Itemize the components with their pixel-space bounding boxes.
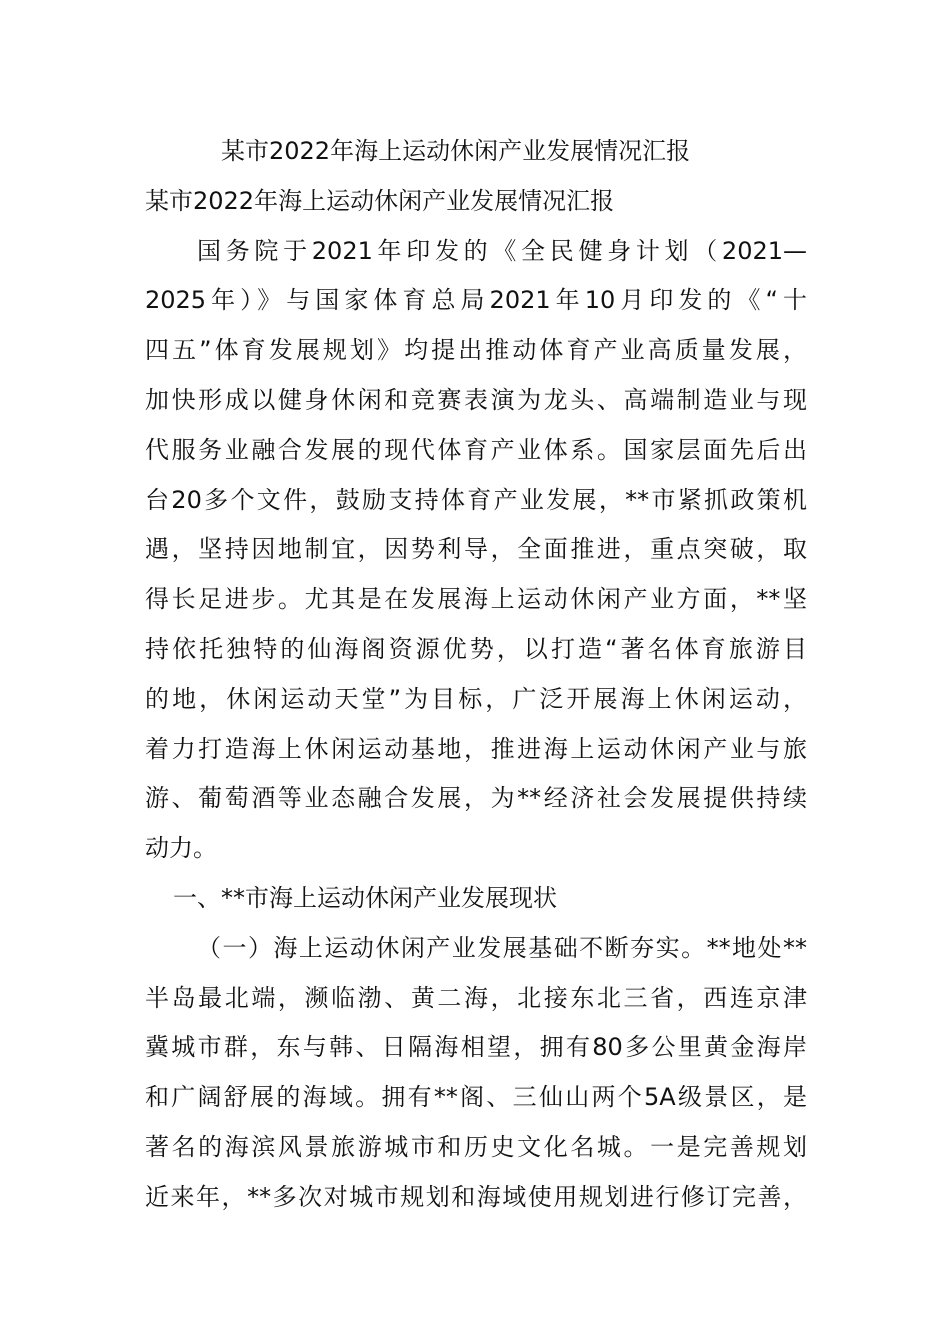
paragraph-line: 著名的海滨风景旅游城市和历史文化名城。一是完善规划 [145, 1132, 807, 1161]
paragraph-line: 加快形成以健身休闲和竞赛表演为龙头、高端制造业与现 [145, 385, 807, 414]
paragraph-1 [145, 227, 807, 874]
paragraph-line: 国务院于2021年印发的《全民健身计划（2021— [197, 236, 807, 265]
paragraph-line: 游、葡萄酒等业态融合发展，为**经济社会发展提供持续 [145, 784, 807, 813]
paragraph-2 [145, 924, 807, 1223]
paragraph-line: 动力。 [145, 834, 217, 863]
paragraph-line: 遇，坚持因地制宜，因势利导，全面推进，重点突破，取 [145, 535, 807, 564]
paragraph-line: 四五”体育发展规划》均提出推动体育产业高质量发展， [145, 336, 807, 365]
document-subtitle: 某市2022年海上运动休闲产业发展情况汇报 [145, 186, 615, 215]
document-title: 某市2022年海上运动休闲产业发展情况汇报 [221, 137, 691, 165]
paragraph-line: 代服务业融合发展的现代体育产业体系。国家层面先后出 [145, 435, 807, 464]
paragraph-line: 持依托独特的仙海阁资源优势，以打造“著名体育旅游目 [145, 634, 807, 663]
paragraph-line: （一）海上运动休闲产业发展基础不断夯实。**地处** [197, 933, 807, 962]
paragraph-line: 着力打造海上休闲运动基地，推进海上运动休闲产业与旅 [145, 734, 807, 763]
document-page [145, 127, 807, 1223]
section-heading: 一、**市海上运动休闲产业发展现状 [173, 883, 557, 912]
paragraph-line: 半岛最北端，濒临渤、黄二海，北接东北三省，西连京津 [145, 983, 807, 1012]
paragraph-line: 和广阔舒展的海域。拥有**阁、三仙山两个5A级景区，是 [145, 1083, 807, 1112]
paragraph-line: 得长足进步。尤其是在发展海上运动休闲产业方面，**坚 [145, 585, 807, 614]
paragraph-line: 2025年）》与国家体育总局2021年10月印发的《“十 [145, 286, 807, 315]
paragraph-line: 近来年，**多次对城市规划和海域使用规划进行修订完善， [145, 1182, 807, 1211]
paragraph-line: 的地，休闲运动天堂”为目标，广泛开展海上休闲运动， [145, 684, 807, 713]
paragraph-line: 冀城市群，东与韩、日隔海相望，拥有80多公里黄金海岸 [145, 1033, 807, 1062]
paragraph-line: 台20多个文件，鼓励支持体育产业发展，**市紧抓政策机 [145, 485, 807, 514]
